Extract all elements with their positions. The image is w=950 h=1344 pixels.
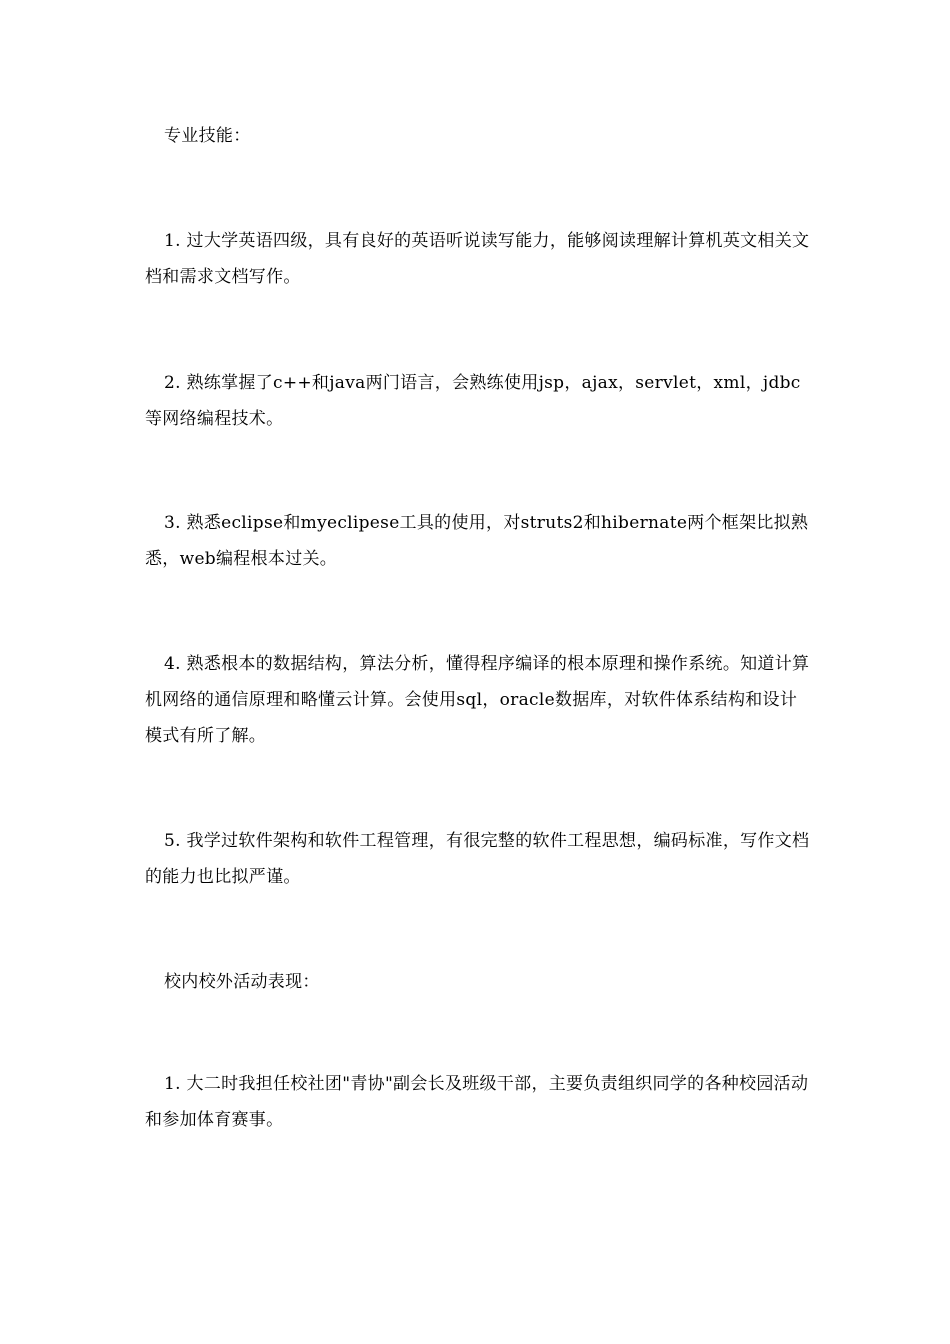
skill-item-5: 5. 我学过软件架构和软件工程管理，有很完整的软件工程思想，编码标准，写作文档的能力也比拟严谨。 [145, 831, 810, 887]
skill-item-3: 3. 熟悉eclipse和myeclipese工具的使用，对struts2和hibernate两个框架比拟熟悉，web编程根本过关。 [145, 513, 809, 569]
activities-heading: 校内校外活动表现： [164, 972, 320, 992]
skill-item-2: 2. 熟练掌握了c++和java两门语言，会熟练使用jsp，ajax，servlet，xml，jdbc等网络编程技术。 [145, 373, 801, 429]
skill-item-1: 1. 过大学英语四级，具有良好的英语听说读写能力，能够阅读理解计算机英文相关文档和需求文档写作。 [145, 231, 810, 287]
activity-item-1: 1. 大二时我担任校社团"青协"副会长及班级干部，主要负责组织同学的各种校园活动和参加体育赛事。 [145, 1074, 809, 1130]
skill-item-4: 4. 熟悉根本的数据结构，算法分析，懂得程序编译的根本原理和操作系统。知道计算机网络的通信原理和略懂云计算。会使用sql，oracle数据库，对软件体系结构和设计模式有所了解。 [145, 654, 810, 746]
skills-heading: 专业技能： [164, 126, 251, 146]
